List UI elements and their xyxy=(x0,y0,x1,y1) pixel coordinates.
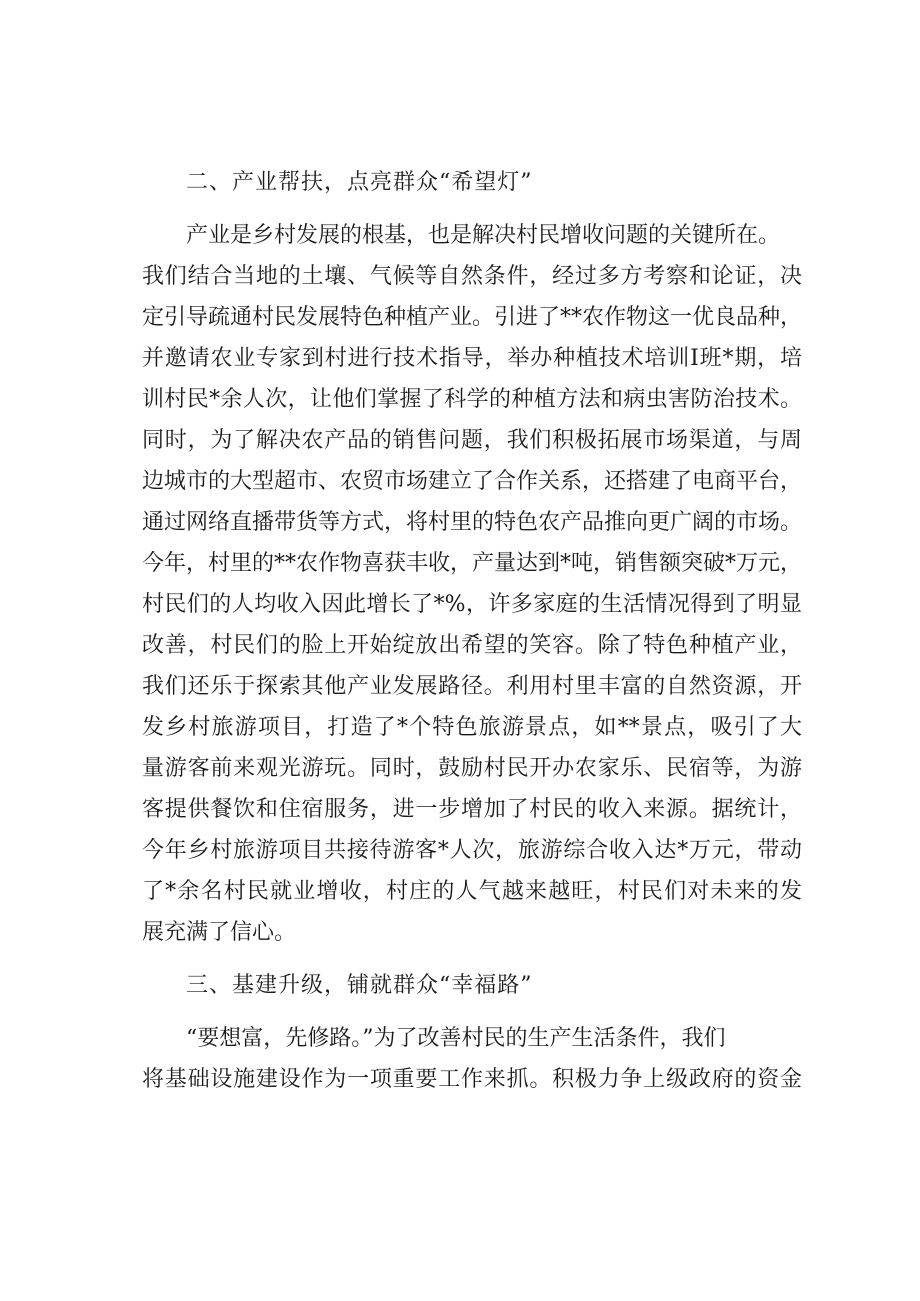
paragraph-line: 客提供餐饮和住宿服务，进一步增加了村民的收入来源。据统计， xyxy=(142,797,802,822)
paragraph-line: 改善，村民们的脸上开始绽放出希望的笑容。除了特色种植产业， xyxy=(142,633,802,658)
paragraph-line: 将基础设施建设作为一项重要工作来抓。积极力争上级政府的资金 xyxy=(142,1067,802,1092)
paragraph-line: 今年乡村旅游项目共接待游客*人次，旅游综合收入达*万元，带动 xyxy=(142,838,802,863)
document-body xyxy=(142,162,802,1100)
paragraph-line: 量游客前来观光游玩。同时，鼓励村民开办农家乐、民宿等，为游 xyxy=(142,756,802,781)
paragraph-industry xyxy=(142,215,802,953)
paragraph-line: 我们还乐于探索其他产业发展路径。利用村里丰富的自然资源，开 xyxy=(142,674,802,699)
paragraph-line: 发乡村旅游项目，打造了*个特色旅游景点，如**景点，吸引了大 xyxy=(142,715,802,740)
paragraph-line: 今年，村里的**农作物喜获丰收，产量达到*吨，销售额突破*万元， xyxy=(142,551,802,576)
paragraph-infrastructure xyxy=(142,1018,802,1100)
paragraph-line: 边城市的大型超市、农贸市场建立了合作关系，还搭建了电商平台， xyxy=(142,469,802,494)
paragraph-line: 展充满了信心。 xyxy=(142,920,297,945)
paragraph-line: 同时，为了解决农产品的销售问题，我们积极拓展市场渠道，与周 xyxy=(142,428,802,453)
paragraph-line: 定引导疏通村民发展特色种植产业。引进了**农作物这一优良品种， xyxy=(142,305,802,330)
paragraph-line: 了*余名村民就业增收，村庄的人气越来越旺，村民们对未来的发 xyxy=(142,879,802,904)
section-heading-industry: 二、产业帮扶，点亮群众“希望灯” xyxy=(186,170,533,195)
paragraph-line: 村民们的人均收入因此增长了*%，许多家庭的生活情况得到了明显 xyxy=(142,592,802,617)
paragraph-line: “要想富，先修路。”为了改善村民的生产生活条件，我们 xyxy=(186,1026,726,1051)
section-heading-infrastructure: 三、基建升级，铺就群众“幸福路” xyxy=(186,973,533,998)
paragraph-line: 训村民*余人次，让他们掌握了科学的种植方法和病虫害防治技术。 xyxy=(142,387,802,412)
paragraph-line: 我们结合当地的土壤、气候等自然条件，经过多方考察和论证，决 xyxy=(142,264,802,289)
paragraph-line: 通过网络直播带货等方式，将村里的特色农产品推向更广阔的市场。 xyxy=(142,510,802,535)
paragraph-line: 产业是乡村发展的根基，也是解决村民增收问题的关键所在。 xyxy=(186,223,781,248)
paragraph-line: 并邀请农业专家到村进行技术指导，举办种植技术培训I班*期，培 xyxy=(142,346,802,371)
